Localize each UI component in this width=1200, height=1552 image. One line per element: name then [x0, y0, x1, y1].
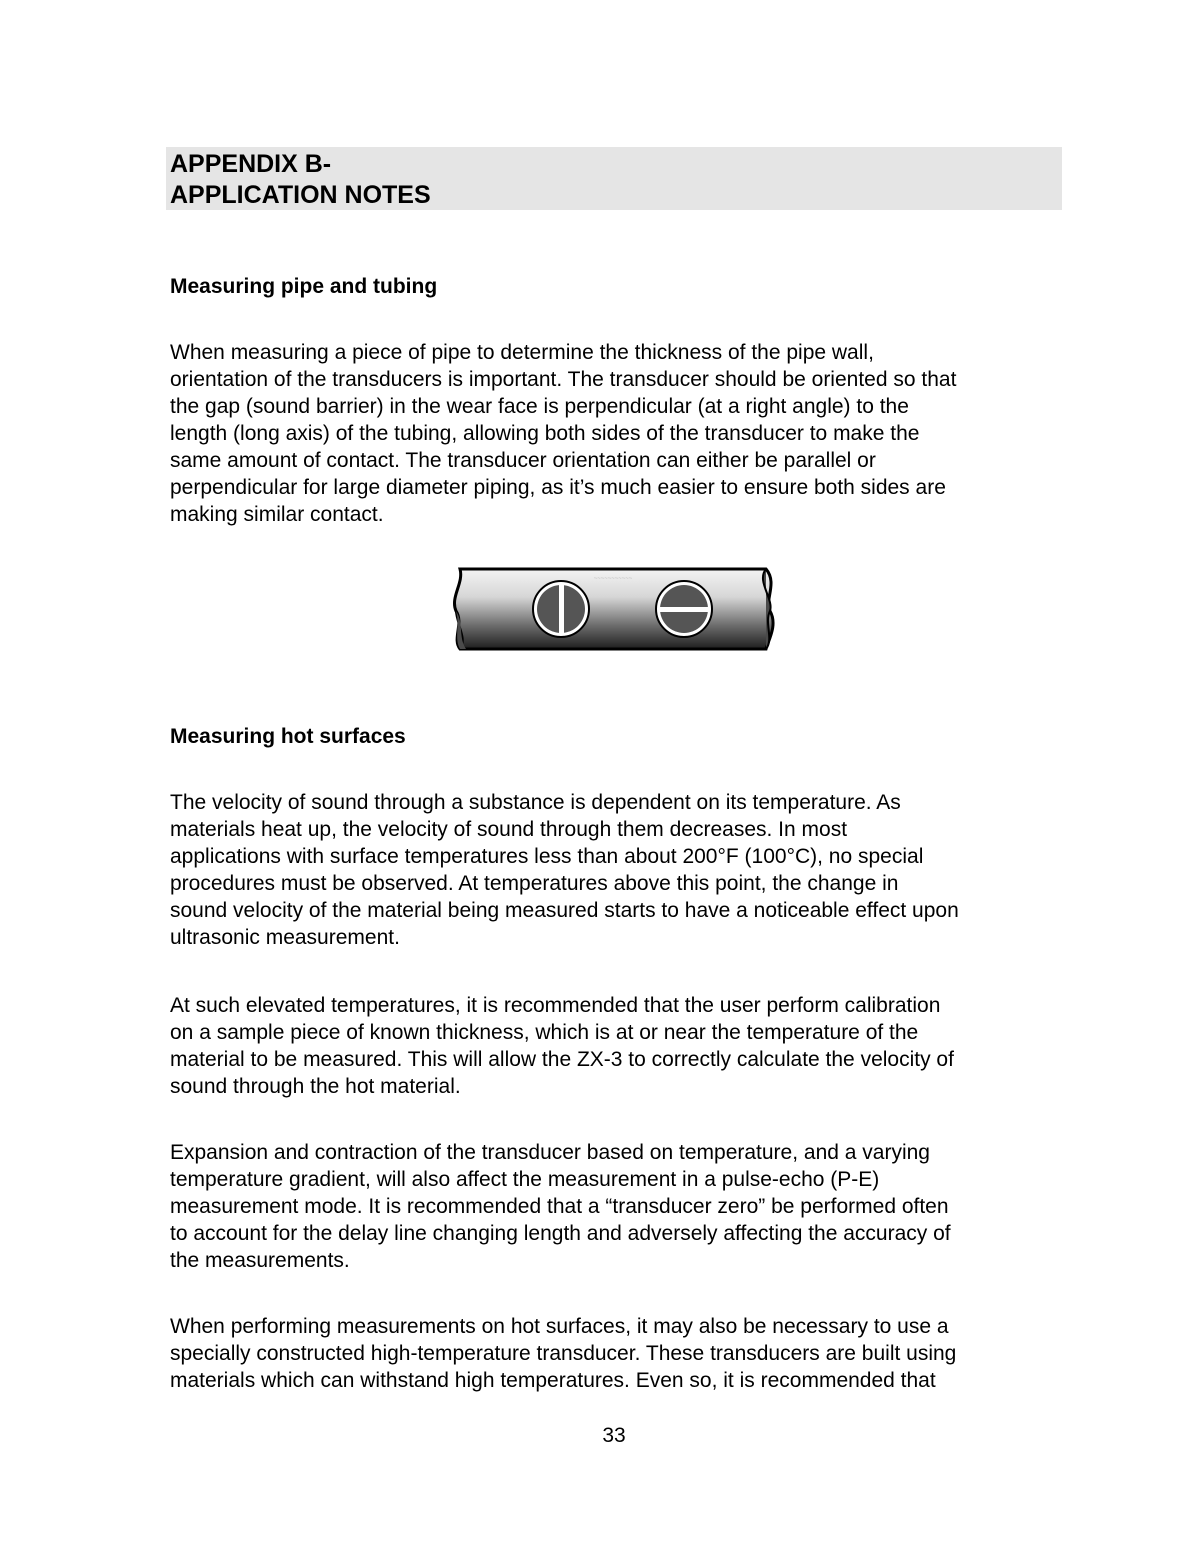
text-line: At such elevated temperatures, it is recommended that the user perform calibration [170, 994, 941, 1017]
text-line: When performing measurements on hot surfaces, it may also be necessary to use a [170, 1315, 949, 1338]
text-line: specially constructed high-temperature transducer. These transducers are built using [170, 1342, 957, 1365]
text-line: materials which can withstand high temperatures. Even so, it is recommended that [170, 1369, 936, 1392]
text-line: length (long axis) of the tubing, allowing both sides of the transducer to make the [170, 422, 920, 445]
text-line: the gap (sound barrier) in the wear face is perpendicular (at a right angle) to the [170, 395, 909, 418]
text-line: material to be measured. This will allow the ZX-3 to correctly calculate the velocity of [170, 1048, 954, 1071]
text-line: When measuring a piece of pipe to determine the thickness of the pipe wall, [170, 341, 874, 364]
text-line: orientation of the transducers is important. The transducer should be oriented so that [170, 368, 957, 391]
text-line: the measurements. [170, 1249, 350, 1272]
appendix-title-line-1: APPENDIX B- [170, 150, 332, 178]
section-heading-hot-surfaces: Measuring hot surfaces [170, 725, 406, 748]
text-line: to account for the delay line changing length and adversely affecting the accuracy of [170, 1222, 951, 1245]
text-line: perpendicular for large diameter piping, as it’s much easier to ensure both sides are [170, 476, 946, 499]
text-line: sound through the hot material. [170, 1075, 461, 1098]
text-line: making similar contact. [170, 503, 384, 526]
transducer-gap-vertical-icon [533, 581, 589, 637]
paragraph-calibration [170, 992, 1070, 1100]
appendix-title-line-2: APPLICATION NOTES [170, 181, 431, 209]
text-line: on a sample piece of known thickness, which is at or near the temperature of the [170, 1021, 919, 1044]
pipe-transducer-figure [448, 563, 782, 655]
paragraph-expansion [170, 1139, 1070, 1274]
svg-text:~~~~~~~~~~~: ~~~~~~~~~~~ [593, 576, 633, 582]
transducer-gap-horizontal-icon [656, 581, 712, 637]
paragraph-high-temp-transducer [170, 1313, 1070, 1394]
text-line: procedures must be observed. At temperatures above this point, the change in [170, 872, 899, 895]
paragraph-pipe-orientation [170, 339, 1070, 528]
text-line: temperature gradient, will also affect the measurement in a pulse-echo (P-E) [170, 1168, 880, 1191]
text-line: materials heat up, the velocity of sound through them decreases. In most [170, 818, 848, 841]
text-line: The velocity of sound through a substance is dependent on its temperature. As [170, 791, 901, 814]
text-line: measurement mode. It is recommended that a “transducer zero” be performed often [170, 1195, 949, 1218]
paragraph-velocity-temperature [170, 789, 1070, 951]
page-number: 33 [602, 1424, 626, 1447]
section-heading-pipe-tubing: Measuring pipe and tubing [170, 275, 438, 298]
text-line: Expansion and contraction of the transducer based on temperature, and a varying [170, 1141, 930, 1164]
text-line: sound velocity of the material being measured starts to have a noticeable effect upon [170, 899, 959, 922]
text-line: same amount of contact. The transducer orientation can either be parallel or [170, 449, 876, 472]
text-line: ultrasonic measurement. [170, 926, 400, 949]
appendix-title-band [166, 147, 1062, 210]
text-line: applications with surface temperatures less than about 200°F (100°C), no special [170, 845, 924, 868]
